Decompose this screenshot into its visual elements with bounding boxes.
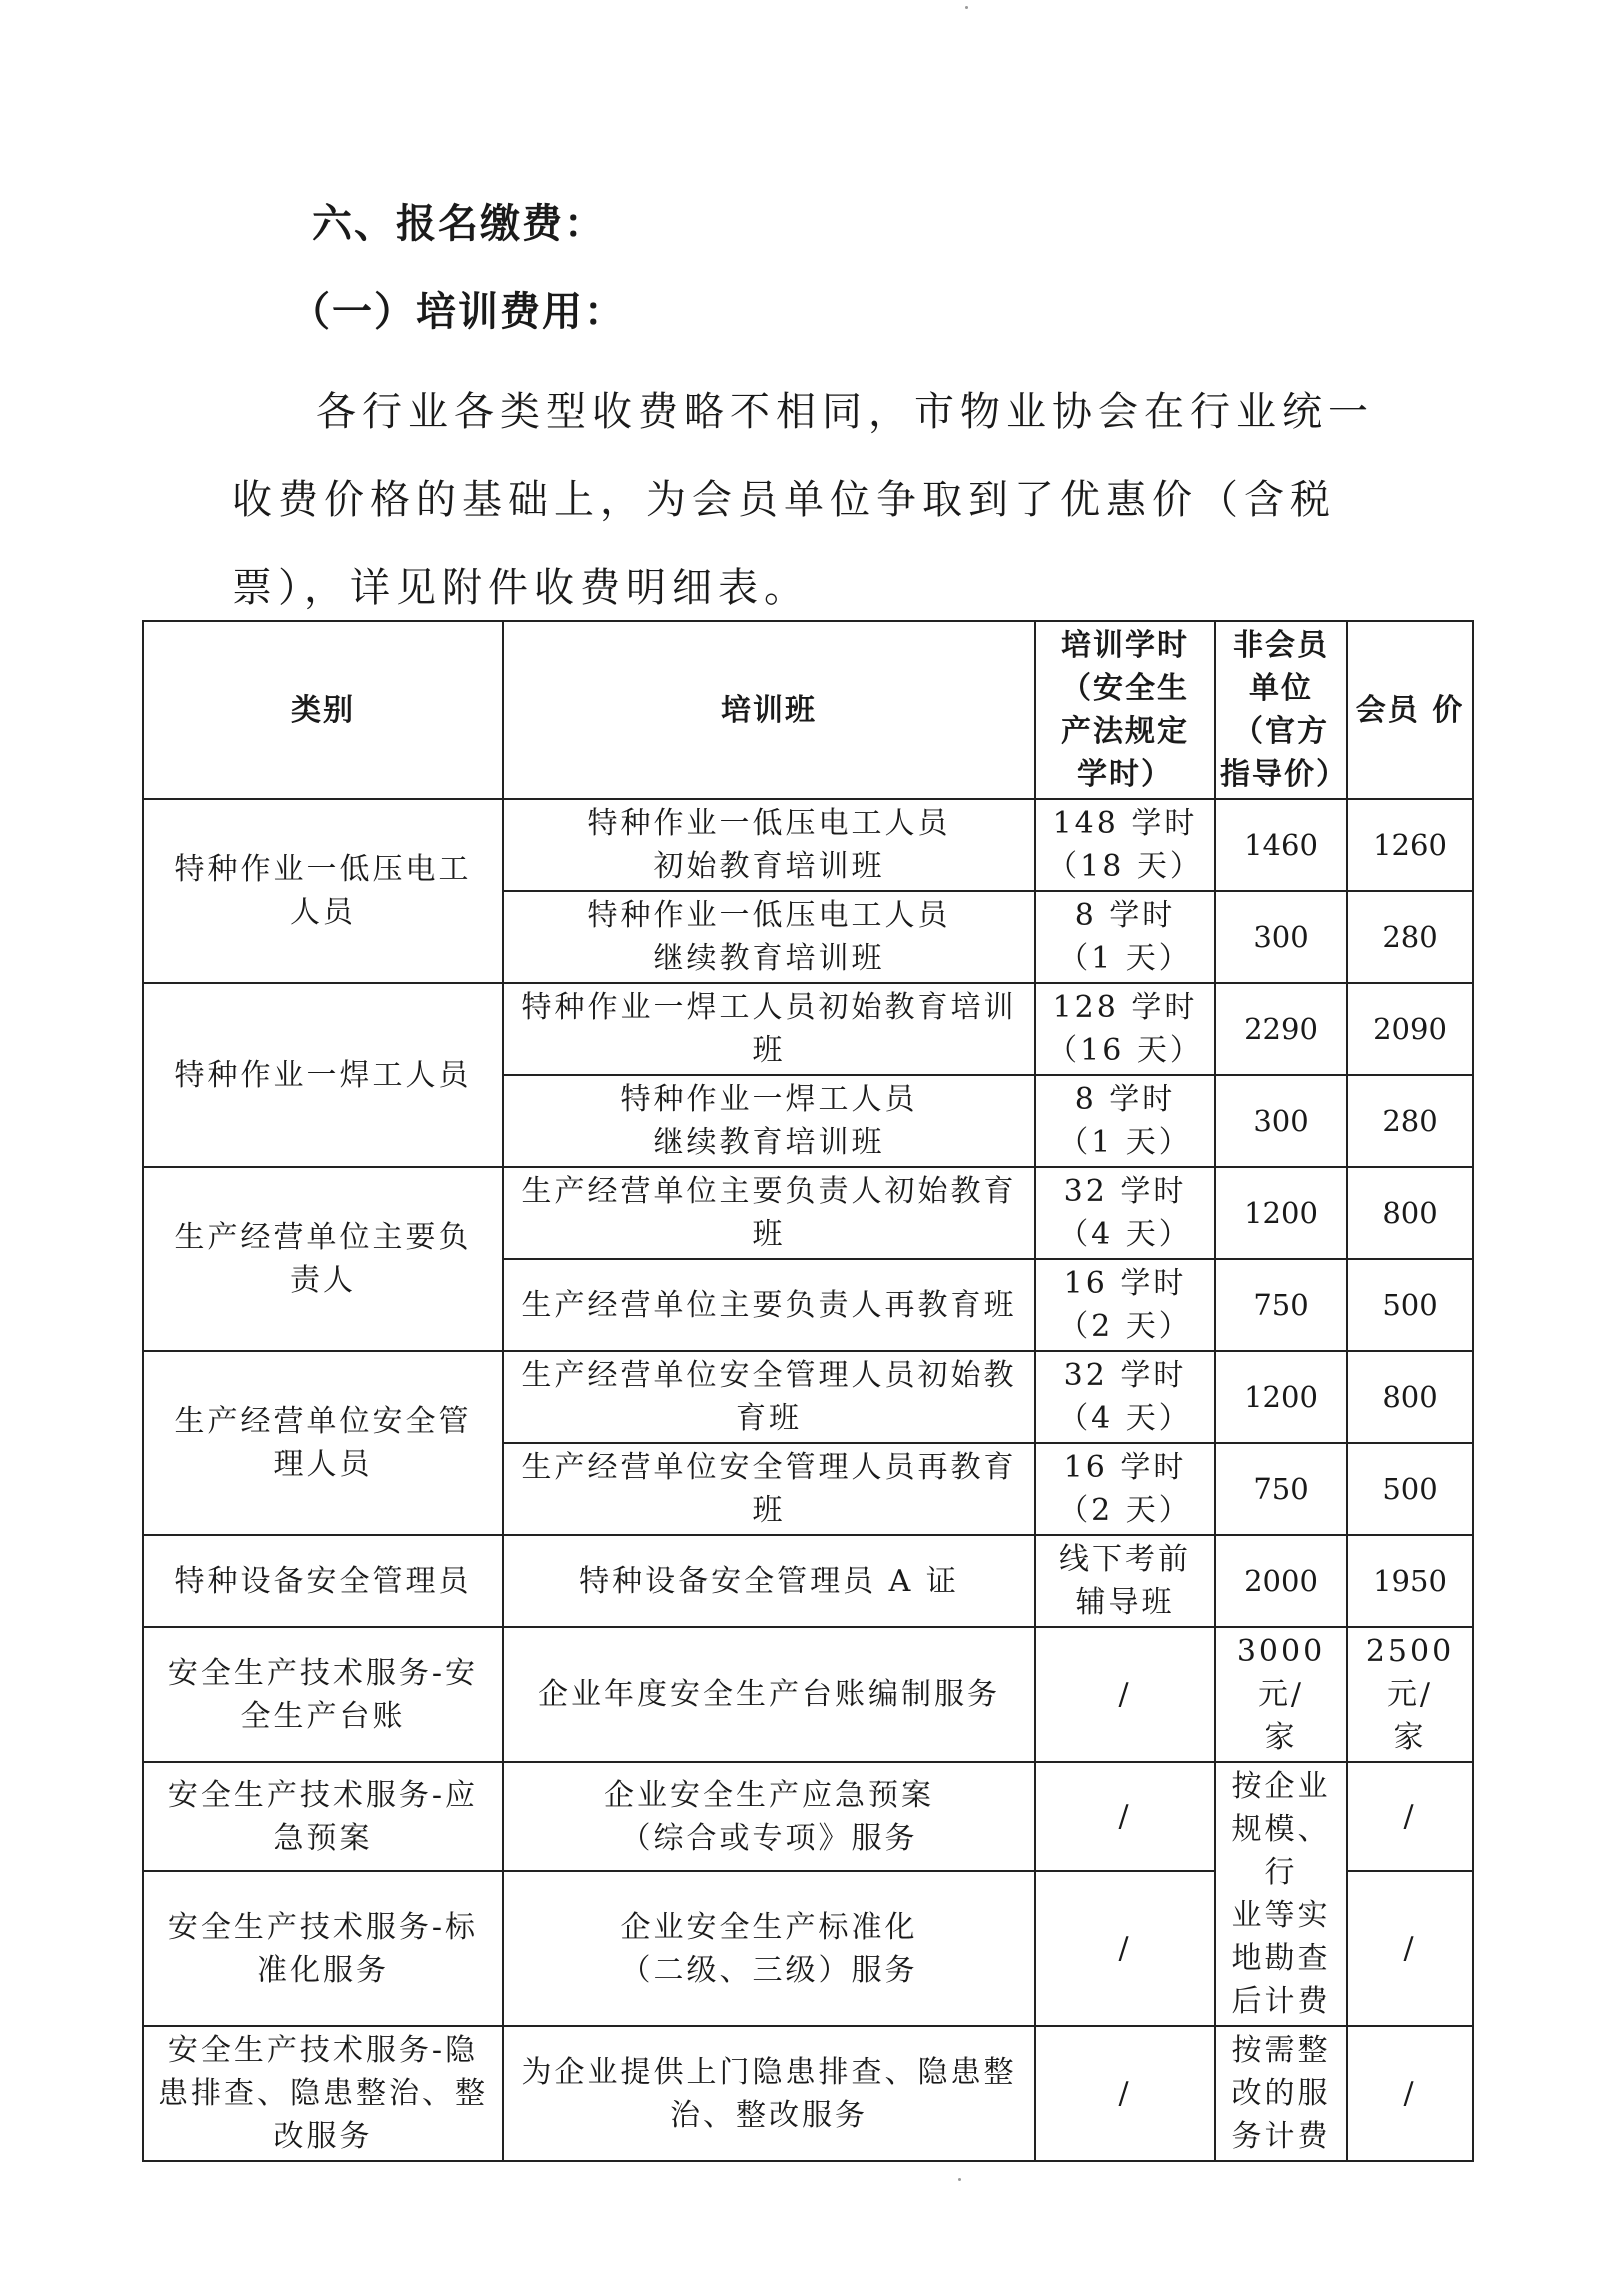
course-cell: 生产经营单位主要负责人再教育班 <box>503 1259 1035 1351</box>
course-cell: 生产经营单位安全管理人员初始教 育班 <box>503 1351 1035 1443</box>
hours-cell: 16 学时 （2 天） <box>1035 1443 1215 1535</box>
nonmember-price-cell: 2290 <box>1215 983 1347 1075</box>
nonmember-price-cell: 按企业 规模、行 业等实 地勘查 后计费 <box>1215 1762 1347 2026</box>
member-price-cell: 500 <box>1347 1443 1473 1535</box>
table-row <box>143 983 1473 1075</box>
hours-cell: / <box>1035 1762 1215 1871</box>
course-cell: 特种设备安全管理员 A 证 <box>503 1535 1035 1627</box>
hours-cell: 32 学时 （4 天） <box>1035 1351 1215 1443</box>
category-cell: 特种作业一低压电工 人员 <box>143 799 503 983</box>
category-cell: 特种作业一焊工人员 <box>143 983 503 1167</box>
nonmember-price-cell: 2000 <box>1215 1535 1347 1627</box>
hours-cell: 148 学时 （18 天） <box>1035 799 1215 891</box>
header-nonmember-price: 非会员 单位 （官方 指导价） <box>1215 621 1347 799</box>
nonmember-price-cell: 750 <box>1215 1259 1347 1351</box>
subsection-title: （一）培训费用： <box>290 289 626 335</box>
intro-paragraph: 各行业各类型收费略不相同，市物业协会在行业统一收费价格的基础上，为会员单位争取到了优惠价（含税票），详见附件收费明细表。 <box>232 389 1374 611</box>
scan-speck <box>958 2178 961 2181</box>
course-cell: 特种作业一焊工人员 继续教育培训班 <box>503 1075 1035 1167</box>
section-title: 六、报名缴费： <box>312 201 606 247</box>
nonmember-price-cell: 3000 元/ 家 <box>1215 1627 1347 1762</box>
course-cell: 企业安全生产标准化 （二级、三级）服务 <box>503 1871 1035 2026</box>
table-row <box>143 2026 1473 2161</box>
header-course: 培训班 <box>503 621 1035 799</box>
category-cell: 生产经营单位主要负 责人 <box>143 1167 503 1351</box>
member-price-cell: 2500 元/ 家 <box>1347 1627 1473 1762</box>
category-cell: 安全生产技术服务-隐 患排查、隐患整治、整 改服务 <box>143 2026 503 2161</box>
member-price-cell: / <box>1347 1871 1473 2026</box>
table-row <box>143 1535 1473 1627</box>
member-price-cell: / <box>1347 1762 1473 1871</box>
header-category: 类别 <box>143 621 503 799</box>
member-price-cell: / <box>1347 2026 1473 2161</box>
table-header-row <box>143 621 1473 799</box>
category-cell: 生产经营单位安全管 理人员 <box>143 1351 503 1535</box>
member-price-cell: 800 <box>1347 1167 1473 1259</box>
course-cell: 特种作业一焊工人员初始教育培训 班 <box>503 983 1035 1075</box>
nonmember-price-cell: 1200 <box>1215 1167 1347 1259</box>
table-row <box>143 1167 1473 1259</box>
category-cell: 安全生产技术服务-安 全生产台账 <box>143 1627 503 1762</box>
hours-cell: / <box>1035 2026 1215 2161</box>
member-price-cell: 1950 <box>1347 1535 1473 1627</box>
fee-table <box>142 620 1474 2162</box>
nonmember-price-cell: 300 <box>1215 891 1347 983</box>
nonmember-price-cell: 1200 <box>1215 1351 1347 1443</box>
header-hours: 培训学时 （安全生 产法规定 学时） <box>1035 621 1215 799</box>
course-cell: 生产经营单位主要负责人初始教育 班 <box>503 1167 1035 1259</box>
course-cell: 特种作业一低压电工人员 继续教育培训班 <box>503 891 1035 983</box>
hours-cell: / <box>1035 1627 1215 1762</box>
hours-cell: 128 学时 （16 天） <box>1035 983 1215 1075</box>
member-price-cell: 280 <box>1347 891 1473 983</box>
hours-cell: 8 学时 （1 天） <box>1035 1075 1215 1167</box>
hours-cell: 32 学时 （4 天） <box>1035 1167 1215 1259</box>
member-price-cell: 280 <box>1347 1075 1473 1167</box>
nonmember-price-cell: 按需整 改的服 务计费 <box>1215 2026 1347 2161</box>
member-price-cell: 800 <box>1347 1351 1473 1443</box>
course-cell: 生产经营单位安全管理人员再教育 班 <box>503 1443 1035 1535</box>
category-cell: 特种设备安全管理员 <box>143 1535 503 1627</box>
hours-cell: 8 学时 （1 天） <box>1035 891 1215 983</box>
course-cell: 企业年度安全生产台账编制服务 <box>503 1627 1035 1762</box>
nonmember-price-cell: 750 <box>1215 1443 1347 1535</box>
header-member-price: 会员 价 <box>1347 621 1473 799</box>
table-row <box>143 1762 1473 1871</box>
course-cell: 企业安全生产应急预案 （综合或专项》服务 <box>503 1762 1035 1871</box>
hours-cell: 线下考前 辅导班 <box>1035 1535 1215 1627</box>
hours-cell: 16 学时 （2 天） <box>1035 1259 1215 1351</box>
category-cell: 安全生产技术服务-标 准化服务 <box>143 1871 503 2026</box>
course-cell: 为企业提供上门隐患排查、隐患整 治、整改服务 <box>503 2026 1035 2161</box>
hours-cell: / <box>1035 1871 1215 2026</box>
nonmember-price-cell: 300 <box>1215 1075 1347 1167</box>
table-row <box>143 799 1473 891</box>
member-price-cell: 1260 <box>1347 799 1473 891</box>
nonmember-price-cell: 1460 <box>1215 799 1347 891</box>
table-row <box>143 1351 1473 1443</box>
category-cell: 安全生产技术服务-应 急预案 <box>143 1762 503 1871</box>
course-cell: 特种作业一低压电工人员 初始教育培训班 <box>503 799 1035 891</box>
member-price-cell: 2090 <box>1347 983 1473 1075</box>
table-row <box>143 1627 1473 1762</box>
member-price-cell: 500 <box>1347 1259 1473 1351</box>
scan-speck <box>965 6 968 9</box>
